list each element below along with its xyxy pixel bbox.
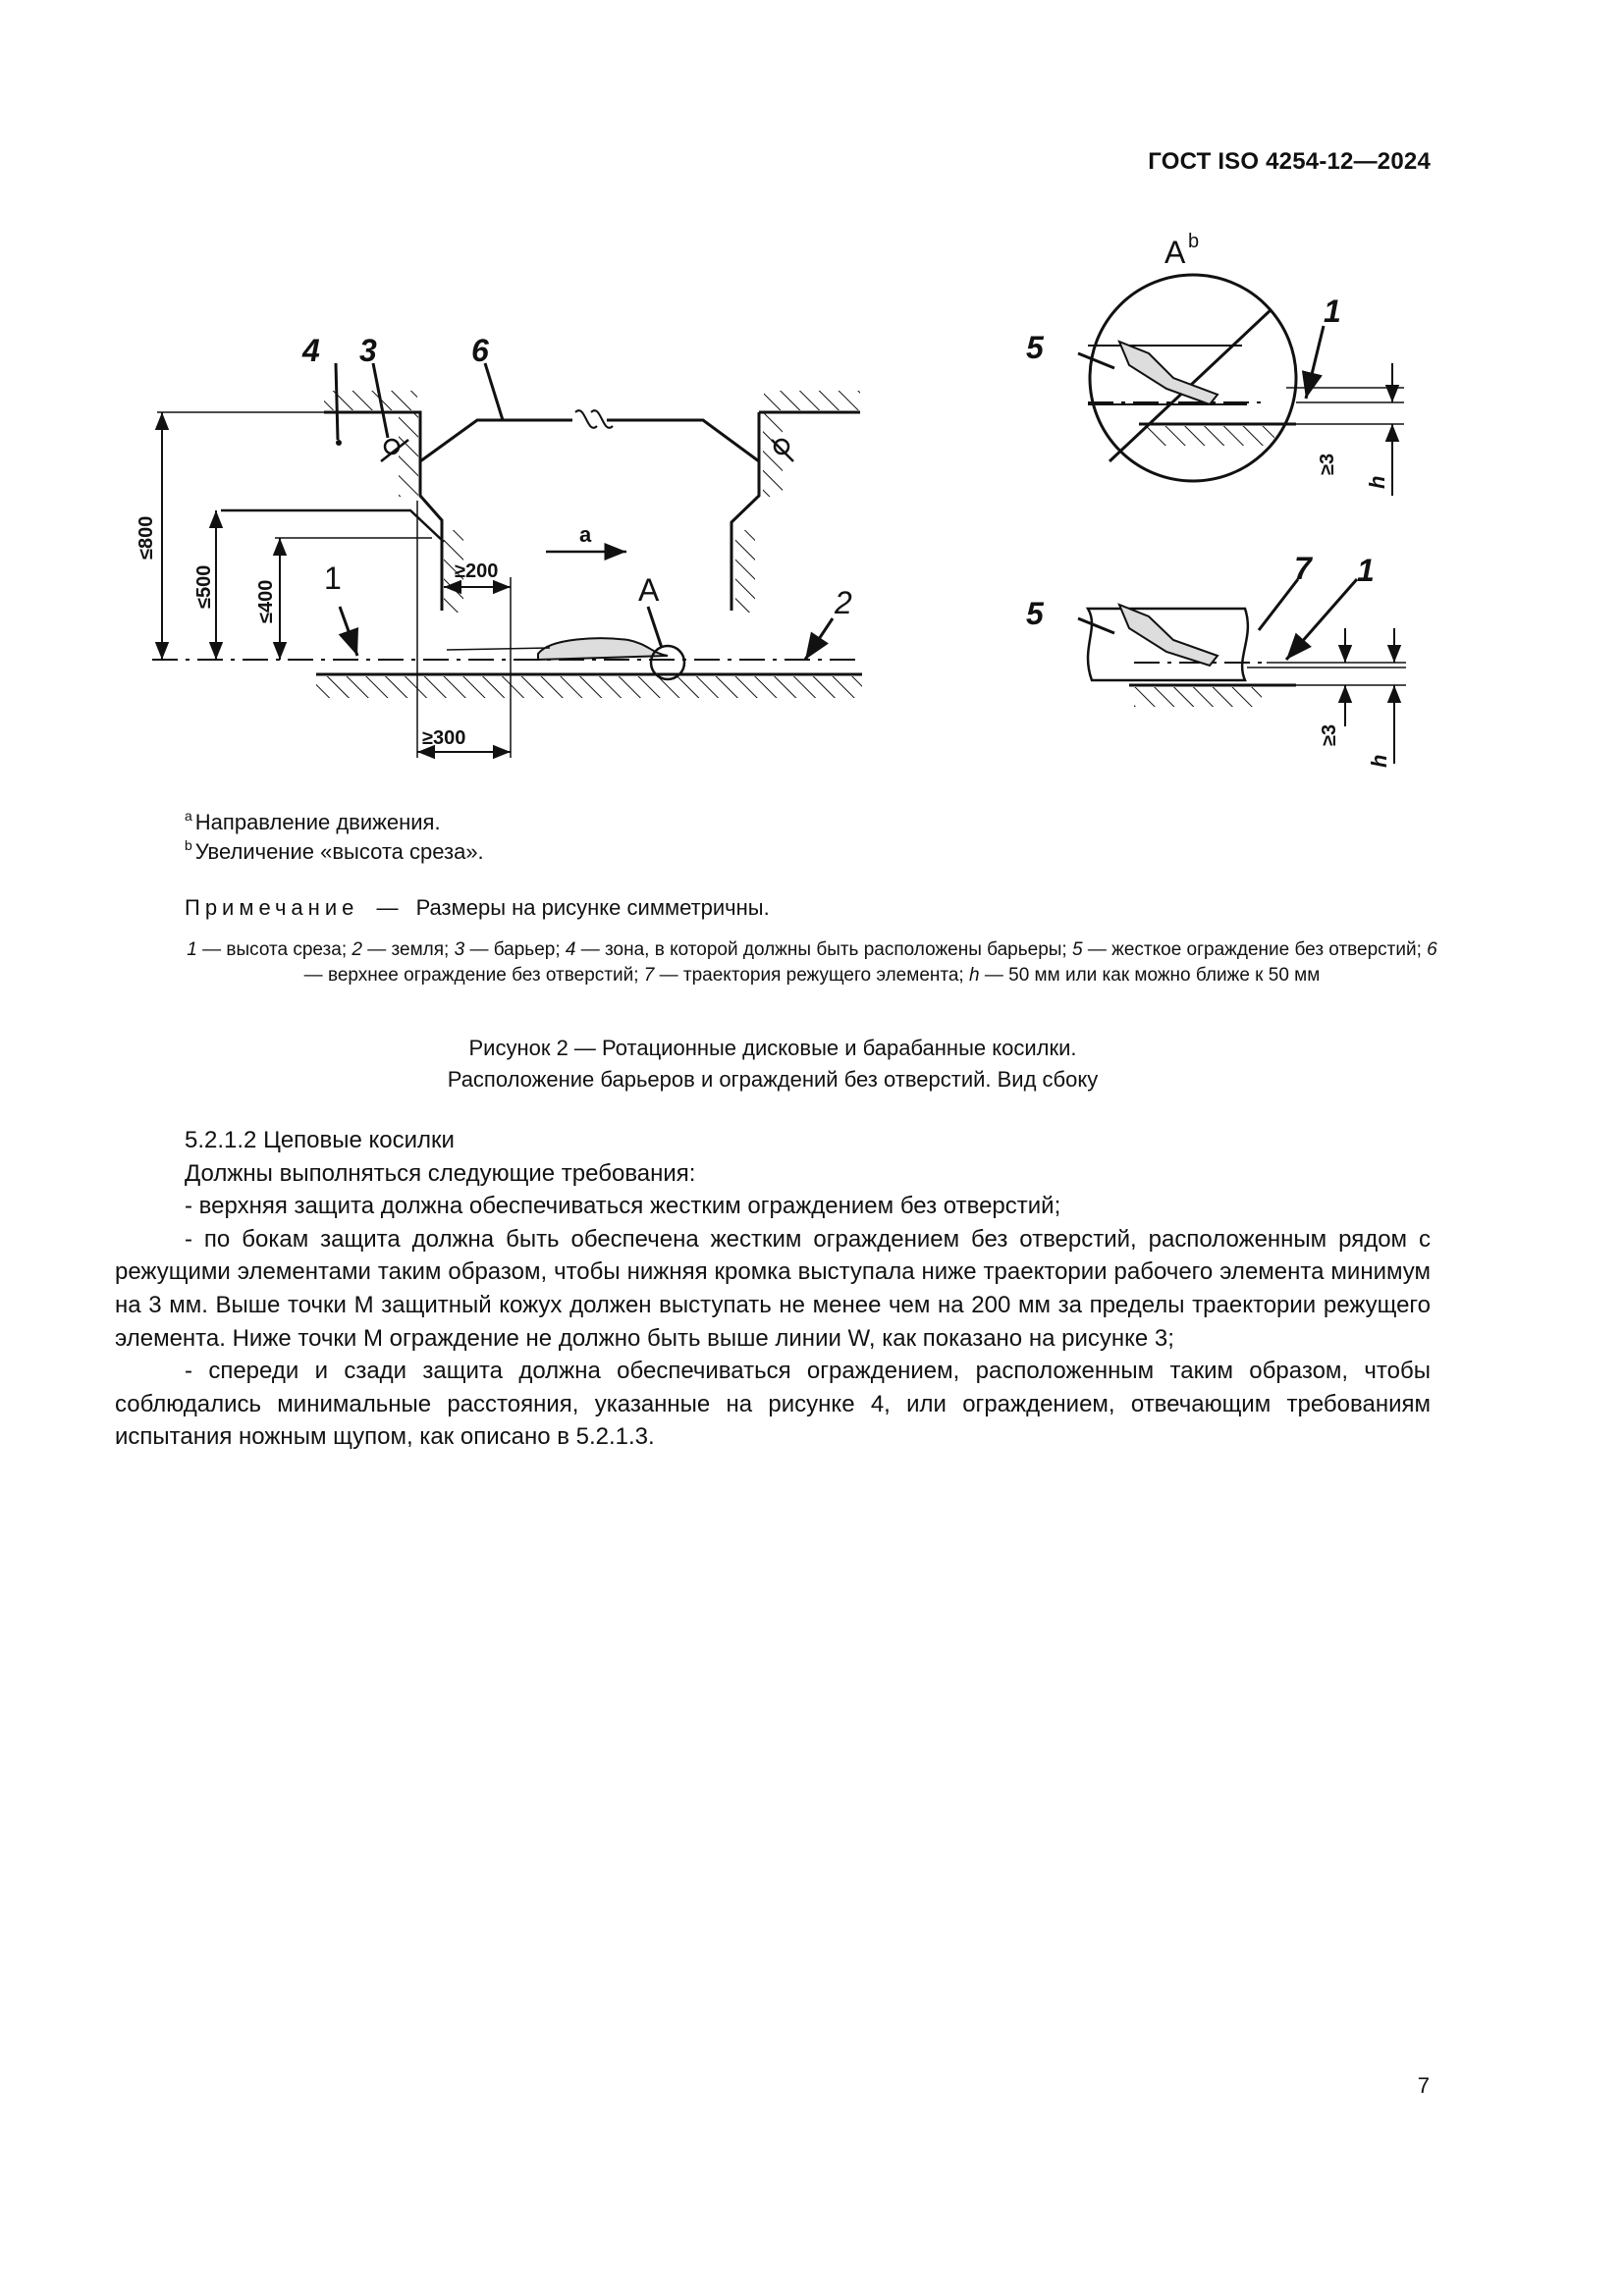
body-paragraph: Должны выполняться следующие требования:: [185, 1159, 696, 1187]
legend-num: 5: [1072, 939, 1083, 960]
dimension-labels: [135, 516, 498, 749]
footnote-text: Увеличение «высота среза».: [194, 839, 484, 864]
legend-num: 4: [565, 939, 576, 960]
label-2: 2: [835, 585, 852, 620]
detail-dim-h: h: [1365, 475, 1389, 489]
legend-num: 1: [187, 939, 197, 960]
figure-caption: [118, 1033, 1428, 1095]
caption-line-1: Рисунок 2 — Ротационные дисковые и барабанные косилки.: [468, 1036, 1077, 1060]
side-view-drawing: [152, 363, 862, 758]
footnote-b: [185, 830, 484, 867]
legend-text: — траектория режущего элемента;: [654, 965, 969, 986]
body-paragraph: - по бокам защита должна быть обеспечена жестким ограждением без отверстий, расположенным рядом с режущими элементами таким образом, чтобы нижняя кромка выступала ниже траектории рабочего элемента минимум на 3 мм. Выше точки М защитный кожух должен выступать не менее чем на 200 мм за пределы траектории режущего элемента. Ниже точки М ограждение не должно быть выше линии W, как показано на рисунке 3;: [115, 1225, 1431, 1352]
figure-2: [0, 0, 1624, 785]
lower-dim-h: h: [1367, 754, 1391, 768]
lower-label-7: 7: [1294, 551, 1312, 586]
lower-detail-view: [1078, 579, 1406, 764]
dim-500: ≤500: [193, 564, 215, 609]
legend-text: — 50 мм или как можно ближе к 50 мм: [979, 965, 1321, 986]
note-label: Примечание: [185, 895, 359, 920]
dim-200: ≥200: [455, 561, 499, 582]
label-1: 1: [324, 561, 342, 596]
lower-label-5: 5: [1026, 596, 1044, 631]
top-guard-right: [607, 420, 759, 461]
label-6: 6: [471, 333, 489, 368]
detail-view-a: [1078, 275, 1404, 496]
legend-text: — земля;: [361, 939, 455, 960]
label-a-detail: A: [638, 572, 660, 608]
legend-num: 3: [454, 939, 465, 960]
note-text: Размеры на рисунке симметричны.: [415, 895, 770, 920]
legend-num: 7: [643, 965, 655, 986]
label-3: 3: [359, 333, 377, 368]
ground-hatch: [316, 676, 862, 698]
dim-400: ≤400: [255, 579, 277, 623]
detail-title-sup: b: [1188, 231, 1200, 252]
top-guard-left: [420, 420, 572, 461]
dim-300: ≥300: [422, 727, 466, 749]
figure-note: [185, 895, 770, 921]
footnote-mark: a: [185, 808, 192, 824]
note-dash: —: [376, 895, 399, 920]
legend-text: — барьер;: [464, 939, 566, 960]
label-direction: a: [579, 522, 592, 547]
page-number: 7: [1417, 2073, 1430, 2098]
detail-dim-3: ≥3: [1317, 453, 1338, 475]
lower-label-1: 1: [1357, 553, 1375, 588]
mower-body: [538, 638, 668, 660]
legend-text: — высота среза;: [196, 939, 352, 960]
legend-num: 2: [352, 939, 362, 960]
figure-2-drawing: [0, 0, 1624, 785]
legend-num: 6: [1427, 939, 1437, 960]
detail-label-5: 5: [1026, 330, 1044, 365]
legend-text: — жесткое ограждение без отверстий;: [1082, 939, 1428, 960]
legend-text: — зона, в которой должны быть расположены барьеры;: [575, 939, 1072, 960]
label-4: 4: [302, 333, 320, 368]
legend-text: — верхнее ограждение без отверстий;: [303, 965, 644, 986]
footnote-mark: b: [185, 837, 192, 853]
caption-line-2: Расположение барьеров и ограждений без отверстий. Вид сбоку: [447, 1067, 1099, 1092]
legend-num: h: [969, 965, 980, 986]
figure-legend: [177, 937, 1447, 988]
body-section: [115, 1124, 1431, 1454]
detail-view-a-labels: [1026, 231, 1389, 489]
document-header: ГОСТ ISO 4254-12—2024: [1148, 148, 1431, 175]
dim-800: ≤800: [135, 515, 157, 560]
footnote-text: Направление движения.: [194, 810, 441, 834]
lower-dim-3: ≥3: [1319, 723, 1340, 746]
body-paragraph: - верхняя защита должна обеспечиваться жестким ограждением без отверстий;: [185, 1193, 1061, 1220]
section-heading: 5.2.1.2 Цеповые косилки: [185, 1127, 455, 1153]
detail-label-1: 1: [1324, 294, 1341, 329]
body-paragraph: - спереди и сзади защита должна обеспечиваться ограждением, расположенным таким образом, чтобы соблюдались минимальные расстояния, указанные на рисунке 4, или ограждением, отвечающим требованиям испытания ножным щупом, как описано в 5.2.1.3.: [115, 1358, 1431, 1451]
detail-title: A: [1164, 235, 1186, 270]
